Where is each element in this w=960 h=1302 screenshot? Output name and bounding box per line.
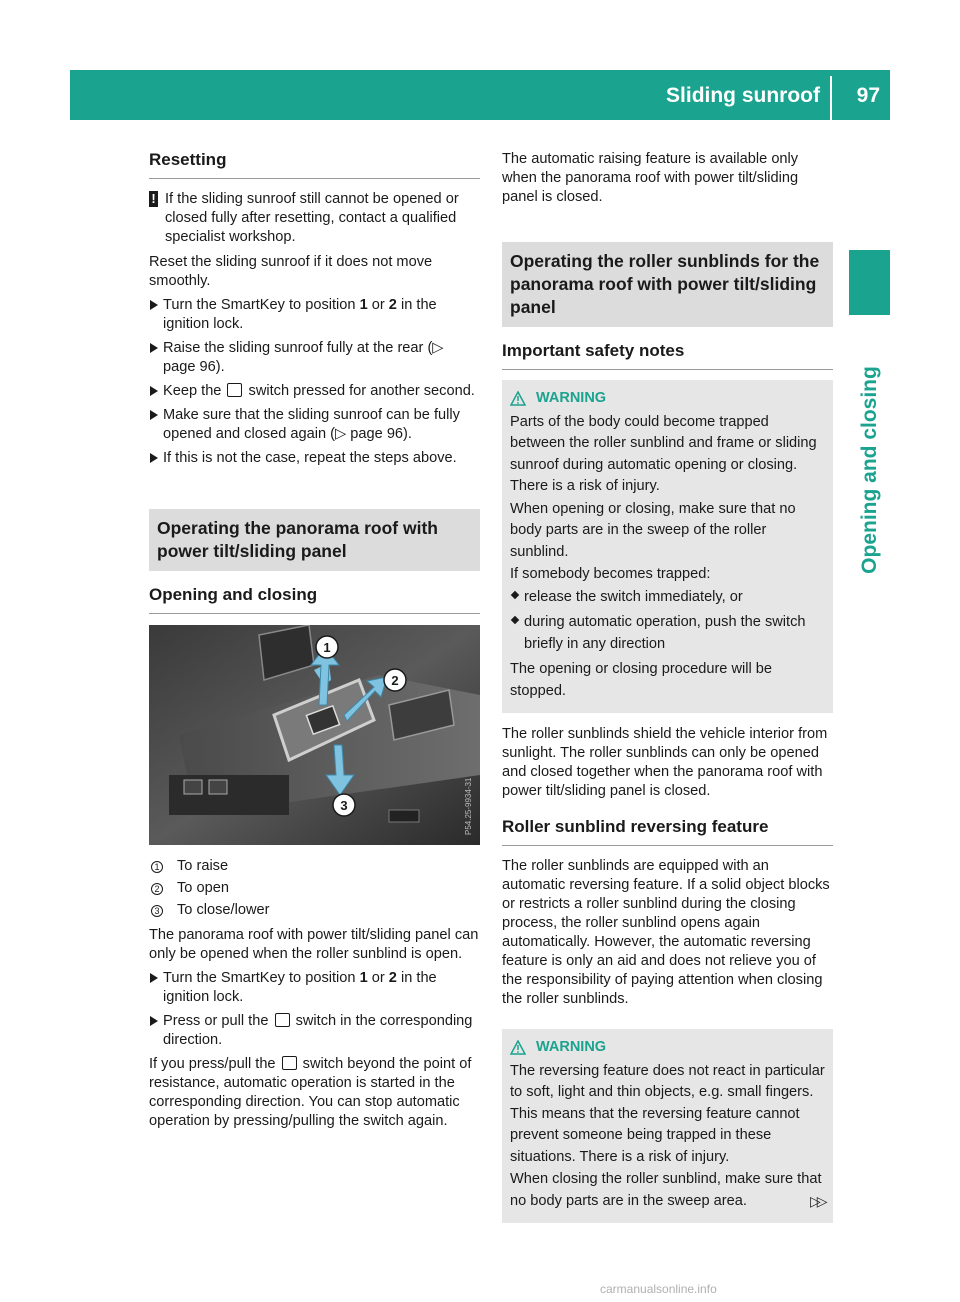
panorama-step-1	[149, 969, 480, 1007]
legend-text: To close/lower	[177, 902, 270, 918]
roller-para-1: The roller sunblinds shield the vehicle interior from sunlight. The roller sunblinds can only be opened and closed together when the panorama roof with power tilt/sliding panel is closed.	[502, 726, 828, 799]
legend-item-3	[149, 901, 480, 920]
warning1-p1: Parts of the body could become trapped between the roller sunblind and frame or sliding sunroof during automatic opening or closing. There is a risk of injury.	[510, 413, 817, 494]
roller-sunblind-band: Operating the roller sunblinds for the panorama roof with power tilt/sliding panel	[502, 242, 833, 327]
warning-header	[510, 1037, 825, 1059]
callout-number-icon: 2	[151, 883, 163, 895]
continue-arrows-icon: ▷▷	[810, 1193, 824, 1209]
svg-text:2: 2	[391, 673, 399, 688]
step-text: Press or pull the	[163, 1013, 273, 1029]
step-text: Turn the SmartKey to position	[163, 297, 360, 313]
svg-text:3: 3	[340, 798, 348, 813]
panorama-para-2	[149, 1055, 480, 1131]
switch-symbol-icon	[282, 1056, 297, 1070]
warning2-p1: The reversing feature does not react in particular to soft, light and thin objects, e.g. small fingers. This means that the reversing feature cannot prevent someone being trapped in these situations. There is a risk of injury.	[510, 1062, 825, 1165]
step-text: switch in the corresponding direction.	[163, 1013, 473, 1048]
overhead-control-photo	[149, 625, 480, 845]
warning-box-2	[502, 1029, 833, 1223]
resetting-step-3	[149, 382, 480, 401]
callout-2	[384, 669, 406, 691]
warning-label: WARNING	[536, 1039, 607, 1055]
legend-text: To open	[177, 880, 229, 896]
svg-text:1: 1	[323, 640, 331, 655]
warning-label: WARNING	[536, 390, 607, 406]
resetting-heading: Resetting	[149, 150, 480, 179]
roller-para-2: The roller sunblinds are equipped with an automatic reversing feature. If a solid object blocks or restricts a roller sunblind during the closing process, the roller sunblind opens again automatically. However, the automatic reversing feature is only an aid and does not relieve you of the responsibility of paying attention when closing the roller sunblinds.	[502, 858, 830, 1007]
position-1: 1	[359, 970, 368, 986]
switch-symbol-icon	[227, 383, 242, 397]
resetting-note-text: If the sliding sunroof still cannot be opened or closed fully after resetting, contact a qualified specialist workshop.	[165, 191, 459, 245]
position-1: 1	[359, 297, 368, 313]
warning1-bullet-2: during automatic operation, push the switch briefly in any direction	[510, 612, 825, 655]
warning-header	[510, 388, 825, 410]
chapter-tab-marker	[849, 250, 890, 315]
page-number: 97	[856, 84, 880, 107]
legend-text: To raise	[177, 858, 229, 874]
warning-triangle-icon	[510, 391, 526, 406]
warning1-p3: If somebody becomes trapped:	[510, 566, 711, 582]
watermark: carmanualsonline.info	[600, 1282, 717, 1296]
safety-notes-heading: Important safety notes	[502, 341, 833, 370]
opening-closing-heading: Opening and closing	[149, 585, 480, 614]
warning1-p4: The opening or closing procedure will be stopped.	[510, 661, 773, 699]
exclamation-icon: !	[149, 191, 158, 207]
callout-1	[316, 636, 338, 658]
reversing-feature-heading: Roller sunblind reversing feature	[502, 817, 833, 846]
image-code: P54.25-9934-31	[464, 777, 473, 835]
position-2: 2	[388, 970, 397, 986]
position-2: 2	[388, 297, 397, 313]
step-text: or	[367, 970, 389, 986]
left-column	[149, 150, 480, 1136]
chapter-tab-label: Opening and closing	[858, 366, 881, 574]
resetting-step-5: If this is not the case, repeat the steps above.	[149, 449, 480, 468]
warning-box-1	[502, 380, 833, 713]
resetting-step-2: Raise the sliding sunroof fully at the rear (▷ page 96).	[149, 339, 480, 377]
callout-number-icon: 3	[151, 905, 163, 917]
callout-number-icon: 1	[151, 861, 163, 873]
callout-3	[333, 794, 355, 816]
resetting-note	[149, 190, 480, 247]
panorama-section-band: Operating the panorama roof with power tilt/sliding panel	[149, 509, 480, 571]
right-column	[502, 150, 833, 1235]
step-text: Turn the SmartKey to position	[163, 970, 360, 986]
warning1-bullet-1: release the switch immediately, or	[510, 587, 825, 609]
para-text: If you press/pull the	[149, 1056, 280, 1072]
warning2-p2: When closing the roller sunblind, make sure that no body parts are in the sweep area.	[510, 1171, 822, 1209]
resetting-intro: Reset the sliding sunroof if it does not move smoothly.	[149, 254, 433, 289]
header-divider	[830, 76, 832, 120]
section-title: Sliding sunroof	[666, 84, 820, 107]
step-text: in the ignition lock.	[163, 970, 437, 1005]
switch-symbol-icon	[275, 1013, 290, 1027]
legend-item-2	[149, 879, 480, 898]
panorama-step-2	[149, 1012, 480, 1050]
step-text: Keep the	[163, 383, 226, 399]
warning1-p2: When opening or closing, make sure that no body parts are in the sweep of the roller sunblind.	[510, 500, 796, 560]
panorama-para-1: The panorama roof with power tilt/sliding panel can only be opened when the roller sunblind is open.	[149, 927, 479, 962]
step-text: or	[367, 297, 389, 313]
para-text: switch beyond the point of resistance, automatic operation is started in the corresponding direction. You can stop automatic operation by pressing/pulling the switch again.	[149, 1056, 472, 1129]
resetting-step-4: Make sure that the sliding sunroof can be fully opened and closed again (▷ page 96).	[149, 406, 480, 444]
resetting-step-1	[149, 296, 480, 334]
auto-raise-intro: The automatic raising feature is available only when the panorama roof with power tilt/sliding panel is closed.	[502, 151, 799, 205]
step-text: switch pressed for another second.	[244, 383, 475, 399]
legend-item-1	[149, 857, 480, 876]
header-bar	[70, 70, 890, 120]
warning-triangle-icon	[510, 1040, 526, 1055]
step-text: in the ignition lock.	[163, 297, 437, 332]
